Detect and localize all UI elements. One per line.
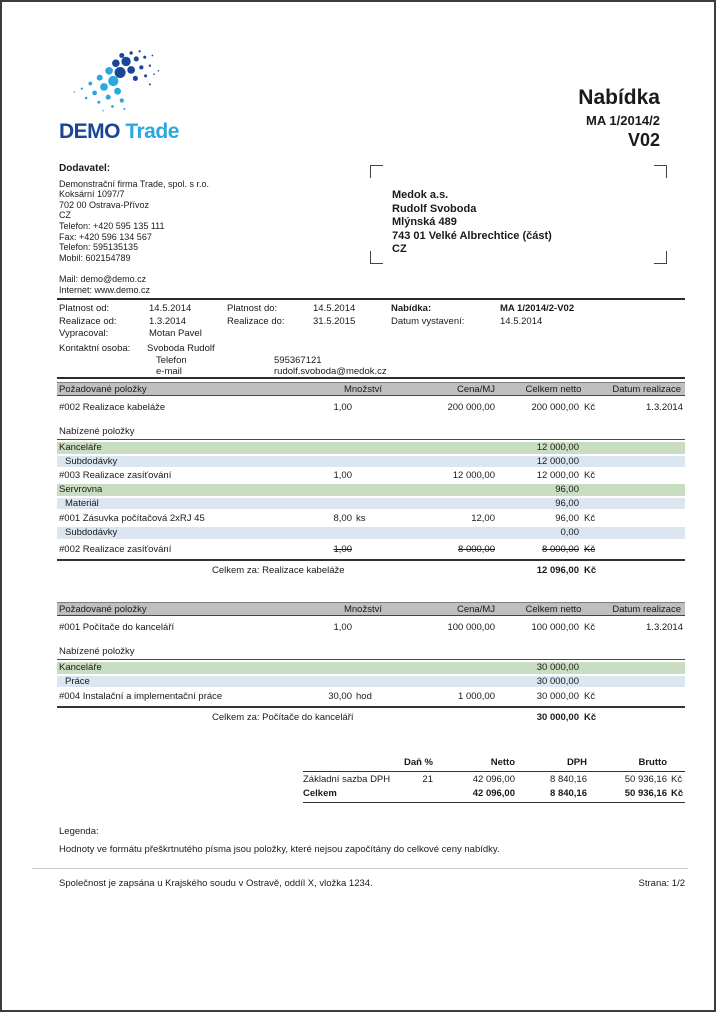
- offer-item-row-excluded: [57, 544, 685, 556]
- item-name-cell: #003 Realizace zasíťování: [59, 470, 172, 481]
- realization-to-value: 31.5.2015: [313, 315, 356, 327]
- offer-item-row: [57, 470, 685, 482]
- customer-address-block: [392, 189, 552, 257]
- subgroup-name-cell: Materiál: [65, 497, 99, 509]
- offer-subgroup-row: [57, 498, 685, 510]
- realization-to-label: Realizace do:: [227, 315, 285, 327]
- customer-line: CZ: [392, 243, 407, 256]
- realization-from-value: 1.3.2014: [149, 315, 186, 327]
- legend-heading: Legenda:: [59, 826, 99, 837]
- summary-total-row: [303, 786, 685, 803]
- supplier-heading: Dodavatel:: [59, 163, 111, 174]
- supplier-line: Fax: +420 596 134 567: [59, 231, 152, 242]
- issue-date-value: 14.5.2014: [500, 315, 543, 327]
- summary-row-label: Základní sazba DPH: [303, 774, 391, 785]
- group-name-cell: Kanceláře: [59, 442, 102, 453]
- col-header-unit-price: Cena/MJ: [456, 383, 495, 395]
- item-name-cell: #002 Realizace zasíťování: [59, 543, 172, 555]
- legend-text: Hodnoty ve formátu přeškrtnutého písma jsou položky, které nejsou započítány do celkové ceny nabídky.: [59, 844, 500, 855]
- col-header-qty: Množství: [343, 383, 382, 395]
- realization-from-label: Realizace od:: [59, 315, 117, 327]
- unit-price-cell: 12,00: [471, 513, 495, 524]
- vat-cell: 8 840,16: [550, 774, 587, 785]
- validity-from-value: 14.5.2014: [149, 303, 192, 314]
- gross-cell: 50 936,16: [624, 788, 667, 799]
- offer-subgroup-row: [57, 456, 685, 468]
- summary-row: [303, 772, 685, 786]
- info-row: [59, 328, 685, 341]
- subgroup-name-cell: Práce: [65, 675, 90, 687]
- col-header-qty: Množství: [343, 603, 382, 615]
- tax-rate-cell: 21: [422, 774, 433, 785]
- currency-cell: Kč: [584, 470, 596, 481]
- net-cell: 42 096,00: [472, 788, 515, 799]
- offer-subgroup-row: [57, 527, 685, 539]
- table-header-row: [57, 382, 685, 396]
- address-corner-mark: [654, 251, 667, 264]
- logo-word-trade: Trade: [125, 120, 179, 143]
- validity-to-label: Platnost do:: [227, 303, 278, 314]
- supplier-internet: Internet: www.demo.cz: [59, 284, 151, 295]
- qty-cell: 1,00: [333, 402, 352, 413]
- subgroup-name-cell: Subdodávky: [65, 455, 118, 467]
- address-corner-mark: [370, 251, 383, 264]
- customer-line: Rudolf Svoboda: [392, 202, 477, 215]
- unit-cell: ks: [356, 513, 366, 524]
- item-name-cell: #002 Realizace kabeláže: [59, 402, 166, 413]
- customer-line: Mlýnská 489: [392, 216, 457, 229]
- supplier-block: [59, 164, 279, 296]
- summary-tax-header: Daň %: [403, 757, 433, 768]
- summary-vat-header: DPH: [566, 757, 587, 768]
- supplier-line: Koksární 1097/7: [59, 189, 125, 200]
- section-total-value: 30 000,00: [536, 712, 579, 723]
- supplier-line: 702 00 Ostrava-Přívoz: [59, 199, 150, 210]
- section-total-label: Celkem za: Počítače do kanceláří: [212, 712, 354, 723]
- currency-cell: Kč: [584, 622, 596, 633]
- date-cell: 1.3.2014: [646, 622, 683, 633]
- date-cell: 1.3.2014: [646, 402, 683, 413]
- customer-line: 743 01 Velké Albrechtice (část): [392, 229, 552, 242]
- summary-gross-header: Brutto: [638, 757, 667, 768]
- contact-email-label: e-mail: [156, 366, 182, 377]
- net-cell: 96,00: [555, 497, 579, 509]
- section-total-row: [57, 706, 685, 724]
- col-header-total-net: Celkem netto: [525, 603, 582, 615]
- offer-group-row: [57, 484, 685, 496]
- qty-cell: 1,00: [333, 622, 352, 633]
- supplier-line: Telefon: 595135135: [59, 242, 139, 253]
- net-cell: 30 000,00: [536, 691, 579, 702]
- supplier-line: Demonstrační firma Trade, spol. s r.o.: [59, 178, 210, 189]
- offer-item-row: [57, 691, 685, 703]
- net-cell: 200 000,00: [531, 402, 579, 413]
- contact-phone-label: Telefon: [156, 354, 187, 366]
- group-name-cell: Kanceláře: [59, 662, 102, 673]
- qty-cell: 1,00: [333, 543, 352, 555]
- legend-block: [59, 826, 500, 856]
- col-header-total-net: Celkem netto: [525, 383, 582, 395]
- section-total-row: [57, 559, 685, 577]
- net-cell: 8 000,00: [542, 543, 579, 555]
- unit-price-cell: 12 000,00: [452, 470, 495, 481]
- logo-word-demo: DEMO: [59, 120, 120, 143]
- subgroup-name-cell: Subdodávky: [65, 527, 118, 538]
- net-cell: 96,00: [555, 513, 579, 524]
- net-cell: 12 000,00: [536, 470, 579, 481]
- col-header-realization-date: Datum realizace: [612, 603, 681, 615]
- net-cell: 100 000,00: [531, 622, 579, 633]
- gross-cell: 50 936,16: [624, 774, 667, 785]
- document-title-block: [578, 86, 660, 151]
- unit-price-cell: 8 000,00: [458, 543, 495, 555]
- col-header-unit-price: Cena/MJ: [456, 603, 495, 615]
- unit-price-cell: 200 000,00: [447, 402, 495, 413]
- requested-item-row: [57, 402, 685, 414]
- currency-cell: Kč: [584, 543, 596, 555]
- address-corner-mark: [654, 165, 667, 178]
- address-corner-mark: [370, 165, 383, 178]
- currency-cell: Kč: [584, 691, 596, 702]
- contact-value: Svoboda Rudolf: [147, 342, 215, 354]
- summary-header-row: [303, 756, 685, 772]
- qty-cell: 8,00: [333, 513, 352, 524]
- offer-number-value: MA 1/2014/2-V02: [500, 303, 575, 314]
- supplier-line: Telefon: +420 595 135 111: [59, 220, 165, 231]
- item-name-cell: #001 Zásuvka počítačová 2xRJ 45: [59, 513, 205, 524]
- tax-rate-cell: [398, 788, 433, 800]
- supplier-line: Mobil: 602154789: [59, 252, 131, 263]
- offer-group-row: [57, 442, 685, 454]
- vat-cell: 8 840,16: [550, 788, 587, 799]
- currency-cell: Kč: [671, 774, 683, 785]
- offer-item-row: [57, 513, 685, 525]
- summary-net-header: Netto: [490, 757, 515, 768]
- offered-items-label: Nabízené položky: [57, 646, 685, 660]
- currency-cell: Kč: [671, 788, 684, 799]
- items-table-2: [57, 602, 685, 724]
- net-cell: 42 096,00: [472, 774, 515, 785]
- item-name-cell: #004 Instalační a implementační práce: [59, 691, 223, 702]
- author-value: Motan Pavel: [149, 328, 202, 339]
- section-total-currency: Kč: [584, 712, 597, 723]
- document-number: MA 1/2014/2: [586, 113, 660, 128]
- qty-cell: 30,00: [328, 691, 352, 702]
- supplier-mail: Mail: demo@demo.cz: [59, 274, 147, 285]
- net-cell: 12 000,00: [536, 455, 579, 467]
- offer-number-label: Nabídka:: [391, 303, 432, 314]
- validity-to-value: 14.5.2014: [313, 303, 356, 314]
- vat-summary-table: [303, 756, 685, 803]
- divider: [57, 298, 685, 300]
- logo-dots-icon: [59, 47, 171, 115]
- currency-cell: Kč: [584, 513, 596, 524]
- contact-label: Kontaktní osoba:: [59, 342, 131, 354]
- unit-cell: hod: [356, 691, 372, 702]
- footer-divider: [32, 868, 688, 869]
- info-row: [59, 316, 685, 329]
- contact-email-row: [59, 366, 685, 378]
- net-cell: 96,00: [555, 484, 579, 495]
- divider: [57, 377, 685, 379]
- currency-cell: Kč: [584, 402, 596, 413]
- page-footer: [59, 878, 685, 889]
- page-number: Strana: 1/2: [638, 878, 685, 889]
- company-logo: [59, 47, 279, 144]
- requested-item-row: [57, 622, 685, 634]
- section-total-currency: Kč: [584, 564, 597, 576]
- offer-group-row: [57, 662, 685, 674]
- author-label: Vypracoval:: [59, 328, 109, 339]
- contact-email-value: rudolf.svoboda@medok.cz: [274, 366, 387, 377]
- net-cell: 30 000,00: [536, 675, 579, 687]
- summary-row-label: Celkem: [303, 788, 337, 799]
- col-header-realization-date: Datum realizace: [612, 383, 681, 395]
- items-table-1: [57, 382, 685, 577]
- col-header-items: Požadované položky: [59, 383, 147, 395]
- net-cell: 0,00: [560, 527, 579, 538]
- item-name-cell: #001 Počítače do kanceláří: [59, 622, 175, 633]
- section-total-label: Celkem za: Realizace kabeláže: [212, 564, 345, 576]
- validity-from-label: Platnost od:: [59, 303, 110, 314]
- section-total-value: 12 096,00: [536, 564, 579, 576]
- unit-price-cell: 1 000,00: [458, 691, 495, 702]
- contact-person-row: [59, 343, 685, 355]
- qty-cell: 1,00: [333, 470, 352, 481]
- group-name-cell: Servrovna: [59, 484, 103, 495]
- table-header-row: [57, 602, 685, 616]
- info-row: [59, 303, 685, 316]
- issue-date-label: Datum vystavení:: [391, 315, 465, 327]
- document-version: V02: [627, 130, 660, 150]
- company-registration-text: Společnost je zapsána u Krajského soudu v Ostravě, oddíl X, vložka 1234.: [59, 878, 373, 889]
- supplier-line: CZ: [59, 210, 71, 221]
- contact-phone-row: [59, 355, 685, 367]
- offer-info-block: [59, 303, 685, 378]
- offered-items-label: Nabízené položky: [57, 426, 685, 440]
- unit-price-cell: 100 000,00: [447, 622, 495, 633]
- col-header-items: Požadované položky: [59, 603, 147, 615]
- offer-subgroup-row: [57, 676, 685, 688]
- net-cell: 30 000,00: [536, 662, 579, 673]
- customer-line: Medok a.s.: [392, 189, 449, 201]
- net-cell: 12 000,00: [536, 442, 579, 453]
- logo-wordmark: [59, 120, 279, 144]
- contact-phone-value: 595367121: [274, 354, 322, 366]
- document-type-title: Nabídka: [578, 86, 660, 109]
